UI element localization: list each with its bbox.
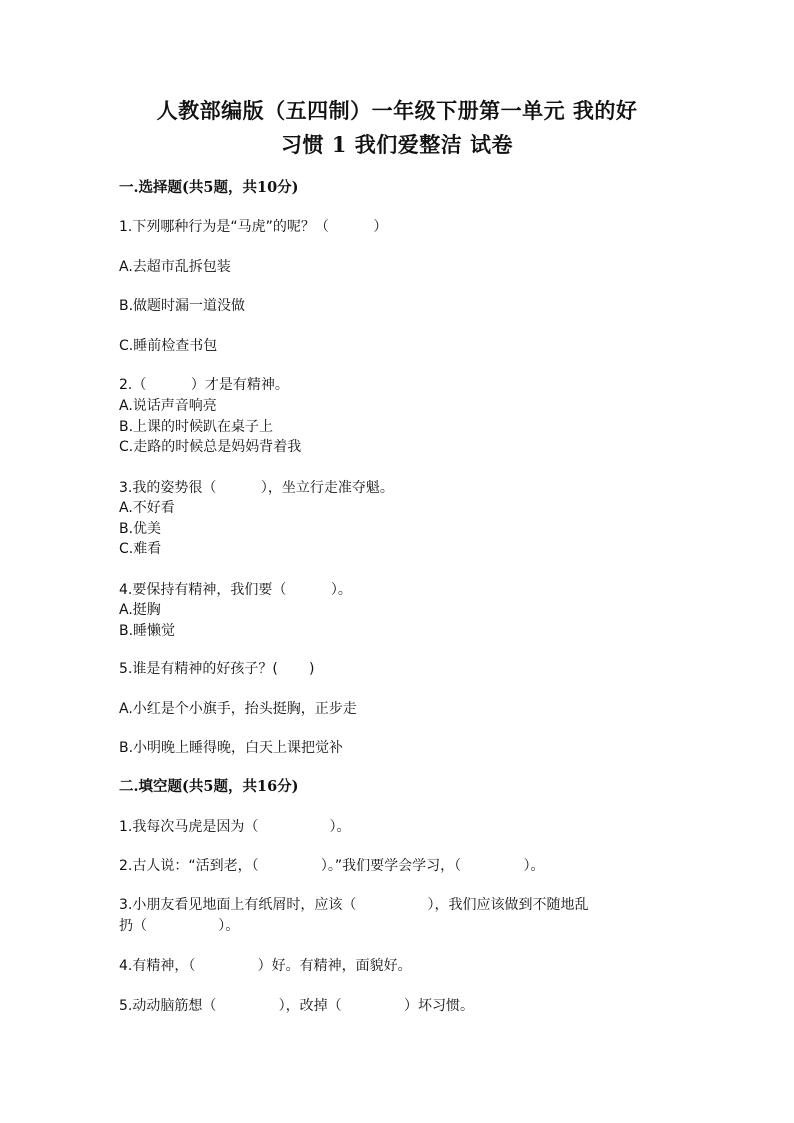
fill-q3-line2: 扔（ ）。 bbox=[119, 918, 240, 934]
page-title-line1: 人教部编版（五四制）一年级下册第一单元 我的好 bbox=[156, 98, 638, 123]
q2-stem: 2.（ ）才是有精神。 bbox=[119, 377, 289, 393]
q4-option-a: A.挺胸 bbox=[119, 602, 161, 618]
q1-stem: 1.下列哪种行为是“马虎”的呢？（ ） bbox=[119, 219, 388, 235]
fill-q5: 5.动动脑筋想（ ），改掉（ ）坏习惯。 bbox=[119, 998, 474, 1014]
q4-stem: 4.要保持有精神，我们要（ ）。 bbox=[119, 582, 352, 598]
fill-q2: 2.古人说：“活到老，（ ）。”我们要学会学习，（ ）。 bbox=[119, 858, 545, 874]
q3-option-b: B.优美 bbox=[119, 521, 162, 537]
q1-option-a: A.去超市乱拆包装 bbox=[119, 259, 231, 275]
q5-stem: 5.谁是有精神的好孩子？( ) bbox=[119, 661, 315, 677]
q3-option-c: C.难看 bbox=[119, 541, 162, 557]
q3-option-a: A.不好看 bbox=[119, 500, 175, 516]
q1-option-b: B.做题时漏一道没做 bbox=[119, 298, 246, 314]
fill-q1: 1.我每次马虎是因为（ ）。 bbox=[119, 819, 351, 835]
q2-option-a: A.说话声音响亮 bbox=[119, 398, 217, 414]
q5-option-b: B.小明晚上睡得晚，白天上课把觉补 bbox=[119, 740, 344, 756]
q3-stem: 3.我的姿势很（ ），坐立行走准夺魁。 bbox=[119, 480, 394, 496]
q2-option-c: C.走路的时候总是妈妈背着我 bbox=[119, 439, 302, 455]
q2-option-b: B.上课的时候趴在桌子上 bbox=[119, 419, 274, 435]
fill-q3-line1: 3.小朋友看见地面上有纸屑时，应该（ ），我们应该做到不随地乱 bbox=[119, 897, 589, 913]
fill-q4: 4.有精神，（ ）好。有精神，面貌好。 bbox=[119, 958, 412, 974]
page-title-line2: 习惯 1 我们爱整洁 试卷 bbox=[280, 132, 514, 157]
q1-option-c: C.睡前检查书包 bbox=[119, 338, 218, 354]
q4-option-b: B.睡懒觉 bbox=[119, 623, 176, 639]
section1-heading: 一.选择题(共5题，共10分) bbox=[119, 179, 299, 196]
q5-option-a: A.小红是个小旗手，抬头挺胸，正步走 bbox=[119, 701, 357, 717]
section2-heading: 二.填空题(共5题，共16分) bbox=[119, 778, 299, 795]
